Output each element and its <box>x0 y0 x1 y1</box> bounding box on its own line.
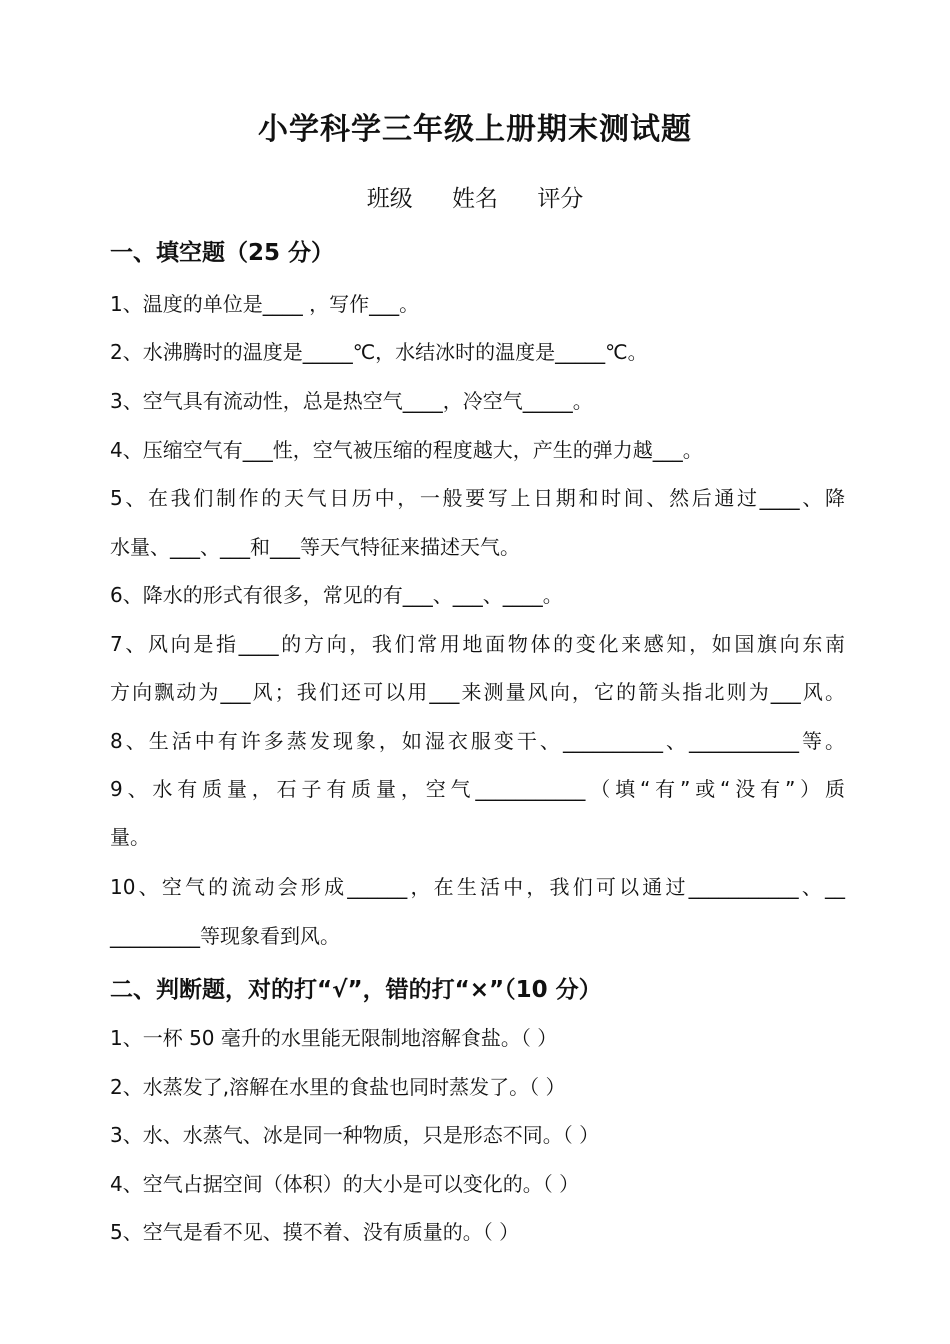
question-line: 1、一杯 50 毫升的水里能无限制地溶解食盐。（ ） <box>110 1026 558 1050</box>
question-line: 8、生活中有许多蒸发现象，如湿衣服变干、__________、___________等。 <box>110 729 845 753</box>
question-line: 4、空气占据空间（体积）的大小是可以变化的。（ ） <box>110 1172 580 1196</box>
question-line: 7、风向是指____的方向，我们常用地面物体的变化来感知，如国旗向东南 <box>110 632 845 656</box>
question-line: _________等现象看到风。 <box>110 924 340 948</box>
page-title: 小学科学三年级上册期末测试题 <box>258 112 692 147</box>
question-line: 2、水蒸发了,溶解在水里的食盐也同时蒸发了。（ ） <box>110 1075 566 1099</box>
question-line: 量。 <box>110 825 150 849</box>
question-line: 3、空气具有流动性，总是热空气____，冷空气_____。 <box>110 389 593 413</box>
question-line: 1、温度的单位是____ ，写作___。 <box>110 292 420 316</box>
question-line: 6、降水的形式有很多，常见的有___、___、____。 <box>110 583 563 607</box>
section-heading-fill-blank: 一、填空题（25 分） <box>110 240 335 266</box>
question-line: 9、水有质量，石子有质量，空气___________（填“有”或“没有”）质 <box>110 777 845 801</box>
question-line: 方向飘动为___风；我们还可以用___来测量风向，它的箭头指北则为___风。 <box>110 680 845 704</box>
name-label: 姓名 <box>452 186 498 212</box>
question-line: 5、空气是看不见、摸不着、没有质量的。（ ） <box>110 1220 520 1244</box>
question-line: 3、水、水蒸气、冰是同一种物质，只是形态不同。（ ） <box>110 1123 600 1147</box>
question-line: 4、压缩空气有___性，空气被压缩的程度越大，产生的弹力越___。 <box>110 438 703 462</box>
class-label: 班级 <box>366 186 413 212</box>
question-line: 10、空气的流动会形成______，在生活中，我们可以通过___________、__ <box>110 875 845 899</box>
score-label: 评分 <box>537 186 584 212</box>
section-heading-true-false: 二、判断题，对的打“√”，错的打“×”（10 分） <box>110 977 602 1003</box>
question-line: 5、在我们制作的天气日历中，一般要写上日期和时间、然后通过____、降 <box>110 486 845 510</box>
student-info-row <box>0 180 950 213</box>
question-line: 2、水沸腾时的温度是_____℃，水结冰时的温度是_____℃。 <box>110 340 648 364</box>
question-line: 水量、___、___和___等天气特征来描述天气。 <box>110 535 520 559</box>
